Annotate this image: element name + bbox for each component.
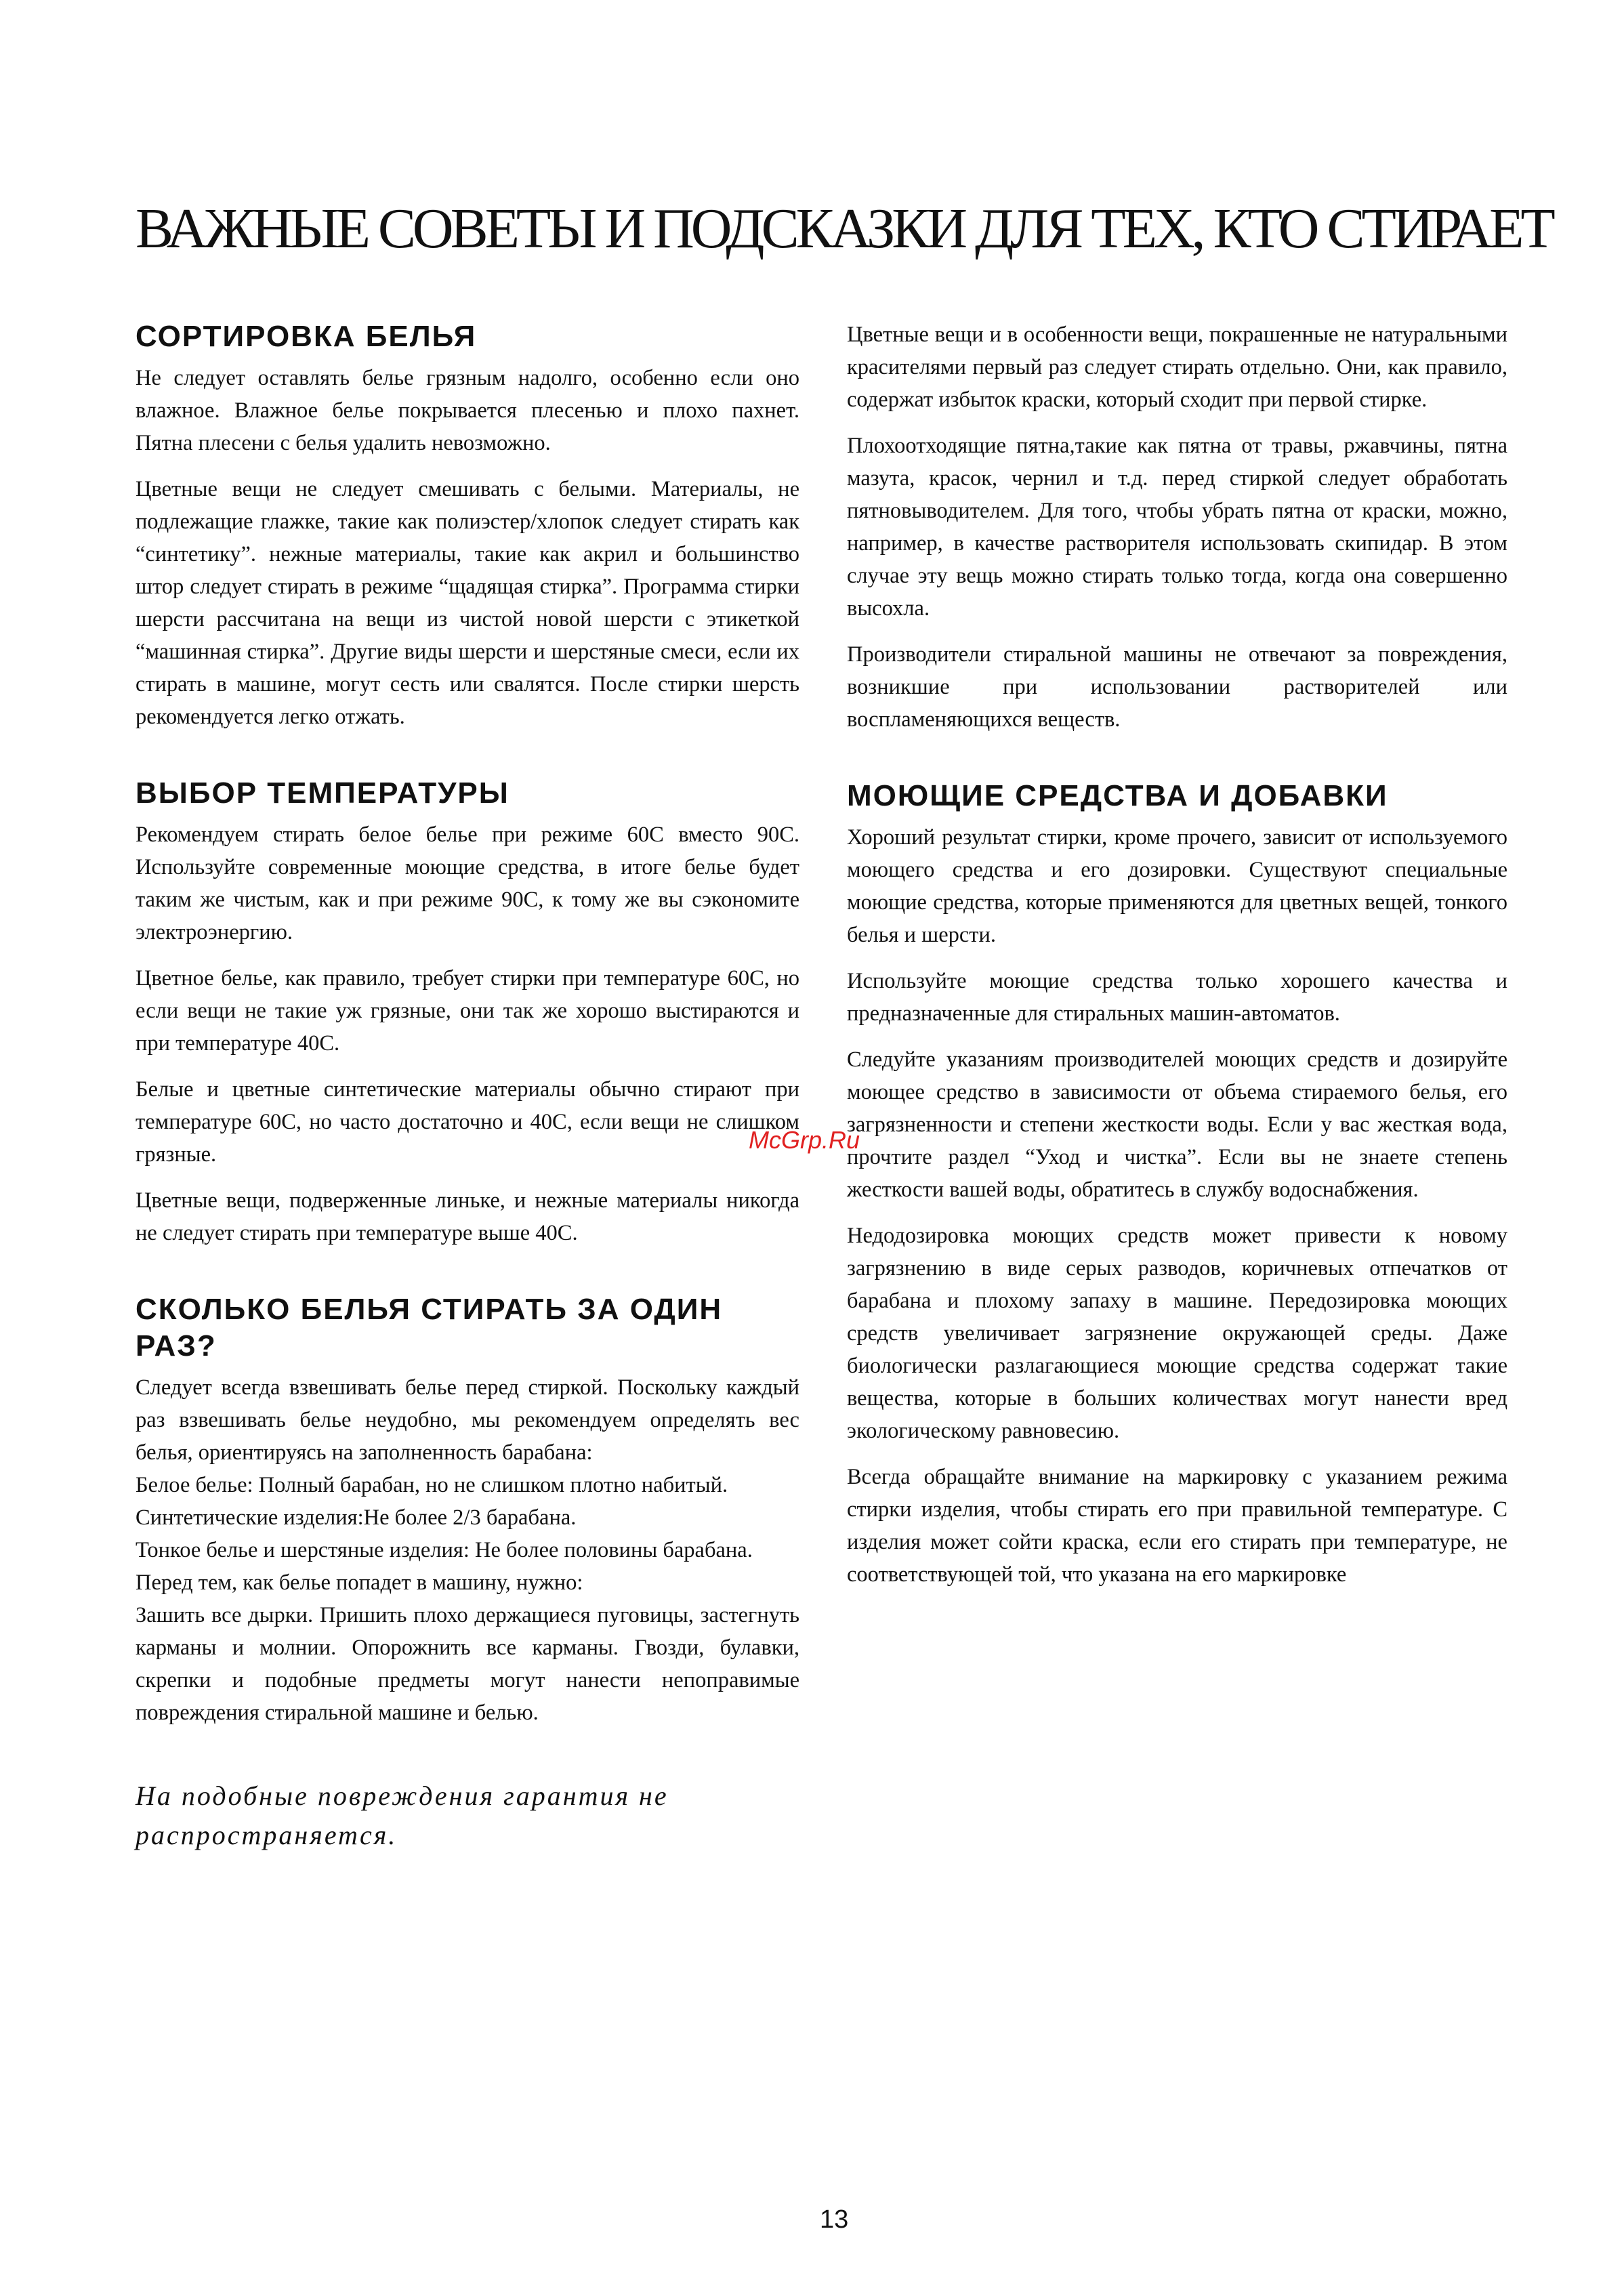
paragraph: Плохоотходящие пятна,такие как пятна от травы, ржавчины, пятна мазута, красок, чернил и т.д. перед стиркой следует обработать пятновыводителем. Для того, чтобы убрать пятна от краски, можно, например, в качестве растворителя использовать скипидар. В этом случае эту вещь можно стирать только тогда, когда она совершенно высохла. [847,434,1507,621]
paragraph: Производители стиральной машины не отвечают за повреждения, возникшие при использовании растворителей или воспламеняющихся веществ. [847,642,1507,732]
paragraph: Рекомендуем стирать белое белье при режиме 60С вместо 90С. Используйте современные моющие средства, в итоге белье будет таким же чистым, как и при режиме 90С, к тому же вы сэкономите электроэнергию. [136,823,799,944]
paragraph: Всегда обращайте внимание на маркировку с указанием режима стирки изделия, чтобы стирать его при правильной температуре. С изделия может сойти краска, если его стирать при температуре, не соответствующей той, что указана на его маркировке [847,1465,1507,1587]
paragraph: Недодозировка моющих средств может привести к новому загрязнению в виде серых разводов, коричневых отпечатков от барабана и плохому запаху в машине. Передозировка моющих средств увеличивает загрязнение окружающей среды. Даже биологически разлагающиеся моющие средства содержат такие вещества, которые в больших количествах могут нанести вред экологическому равновесию. [847,1224,1507,1443]
paragraph: Следует всегда взвешивать белье перед стиркой. Поскольку каждый раз взвешивать белье неудобно, мы рекомендуем определять вес белья, ориентируясь на заполненность барабана: [136,1375,799,1465]
heading-detergents: МОЮЩИЕ СРЕДСТВА И ДОБАВКИ [847,779,1388,812]
load-line-white: Белое белье: Полный барабан, но не слишком плотно набитый. [136,1473,728,1497]
paragraph: Зашить все дырки. Пришить плохо держащиеся пуговицы, застегнуть карманы и молнии. Опорожнить все карманы. Гвозди, булавки, скрепки и подобные предметы могут нанести непоправимые повреждения стиральной машине и белью. [136,1603,799,1725]
paragraph: Цветные вещи, подверженные линьке, и нежные материалы никогда не следует стирать при температуре выше 40С. [136,1188,799,1245]
section-sorting [136,318,799,733]
paragraph: Используйте моющие средства только хорошего качества и предназначенные для стиральных машин-автоматов. [847,969,1507,1026]
section-load [136,1291,799,1855]
paragraph: Хороший результат стирки, кроме прочего, зависит от используемого моющего средства и его дозировки. Существуют специальные моющие средства, которые применяются для цветных вещей, тонкого белья и шерсти. [847,825,1507,947]
paragraph: Цветные вещи и в особенности вещи, покрашенные не натуральными красителями первый раз следует стирать отдельно. Они, как правило, содержат избыток краски, который сходит при первой стирке. [847,322,1507,412]
paragraph: Не следует оставлять белье грязным надолго, особенно если оно влажное. Влажное белье покрывается плесенью и плохо пахнет. Пятна плесени с белья удалить невозможно. [136,366,799,455]
page-number: 13 [820,2205,849,2234]
heading-sorting: СОРТИРОВКА БЕЛЬЯ [136,320,477,353]
load-line-synthetic: Синтетические изделия:Не более 2/3 барабана. [136,1505,577,1530]
watermark: McGrp.Ru [749,1126,860,1154]
heading-temperature: ВЫБОР ТЕМПЕРАТУРЫ [136,776,509,810]
section-colored [847,318,1507,736]
warranty-note: На подобные повреждения гарантия не распространяется. [136,1781,669,1850]
paragraph: Следуйте указаниям производителей моющих средств и дозируйте моющее средство в зависимости от объема стираемого белья, его загрязненности и степени жесткости воды. Если у вас жесткая вода, прочтите раздел “Уход и чистка”. Если вы не знаете степень жесткости вашей воды, обратитесь в службу водоснабжения. [847,1047,1507,1202]
right-column [847,318,1507,1604]
section-detergents [847,778,1507,1591]
load-line-delicate: Тонкое белье и шерстяные изделия: Не более половины барабана. [136,1538,753,1562]
section-temperature [136,775,799,1249]
paragraph: Цветное белье, как правило, требует стирки при температуре 60С, но если вещи не такие уж грязные, они так же хорошо выстираются и при температуре 40С. [136,966,799,1056]
prep-intro: Перед тем, как белье попадет в машину, нужно: [136,1570,583,1595]
paragraph: Белые и цветные синтетические материалы обычно стирают при температуре 60С, но часто достаточно и 40С, если вещи не слишком грязные. [136,1077,799,1167]
paragraph: Цветные вещи не следует смешивать с белыми. Материалы, не подлежащие глажке, такие как полиэстер/хлопок следует стирать как “синтетику”. нежные материалы, такие как акрил и большинство штор следует стирать в режиме “щадящая стирка”. Программа стирки шерсти рассчитана на вещи из чистой новой шерсти с этикеткой “машинная стирка”. Другие виды шерсти и шерстяные смеси, если их стирать в машине, могут сесть или свалятся. После стирки шерсть рекомендуется легко отжать. [136,477,799,729]
left-column [136,318,799,1855]
heading-load: СКОЛЬКО БЕЛЬЯ СТИРАТЬ ЗА ОДИН РАЗ? [136,1293,723,1362]
page-title: ВАЖНЫЕ СОВЕТЫ И ПОДСКАЗКИ ДЛЯ ТЕХ, КТО СТИРАЕТ [136,197,1552,260]
